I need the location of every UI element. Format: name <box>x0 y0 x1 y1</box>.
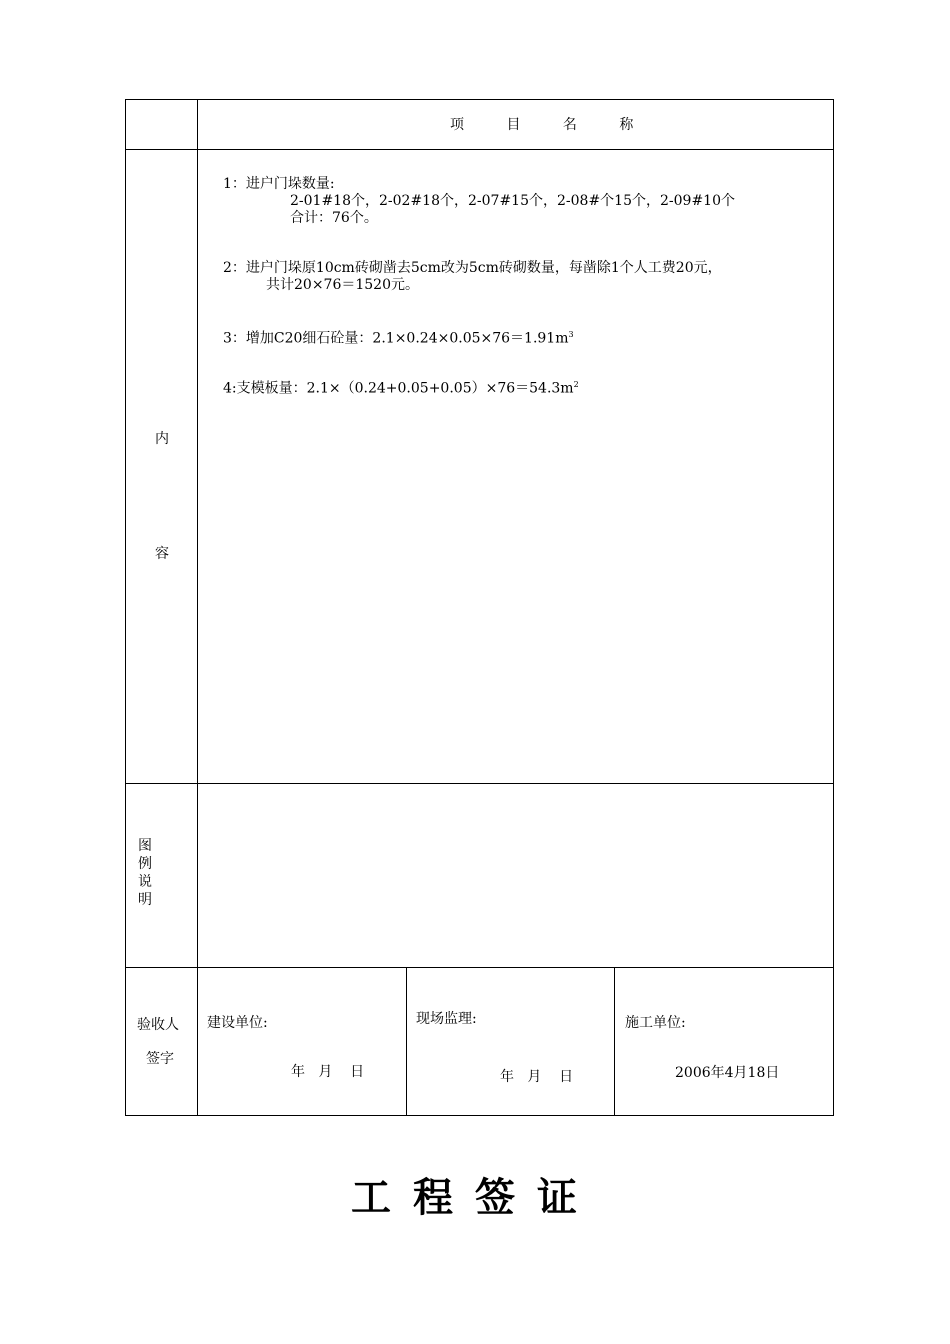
owner-unit-label: 建设单位: <box>207 1015 268 1031</box>
contractor-date: 2006年4月18日 <box>675 1065 780 1081</box>
acceptance-label-line-2: 签字 <box>146 1051 174 1067</box>
item-2-line-1: 2：进户门垛原10cm砖砌凿去5cm改为5cm砖砌数量，每凿除1个人工费20元， <box>223 260 722 276</box>
column-divider-label <box>197 99 198 1116</box>
supervisor-label: 现场监理: <box>416 1011 477 1027</box>
item-1-total: 合计：76个。 <box>290 210 378 226</box>
content-side-label-2: 容 <box>155 546 169 562</box>
legend-label: 图例说明 <box>138 838 152 908</box>
row-divider-header <box>125 149 834 150</box>
table-border <box>125 99 834 1116</box>
contractor-label: 施工单位: <box>625 1015 686 1031</box>
column-divider-sign-1 <box>406 967 407 1116</box>
item-4-superscript: 2 <box>573 380 579 389</box>
owner-unit-date: 年 月 日 <box>291 1064 365 1080</box>
item-4 <box>223 377 579 397</box>
content-side-label-1: 内 <box>155 431 169 447</box>
document-title: 工程签证 <box>351 1175 599 1221</box>
item-1-title: 1：进户门垛数量: <box>223 176 335 192</box>
acceptance-label-line-1: 验收人 <box>137 1017 179 1033</box>
item-2-line-2: 共计20×76＝1520元。 <box>266 277 419 293</box>
item-4-text: 4:支模板量：2.1×（0.24+0.05+0.05）×76＝54.3m <box>223 380 574 397</box>
item-3-text: 3：增加C20细石砼量：2.1×0.24×0.05×76＝1.91m <box>223 330 569 347</box>
row-divider-content <box>125 783 834 784</box>
supervisor-date: 年 月 日 <box>500 1069 574 1085</box>
item-3-superscript: 3 <box>568 330 574 339</box>
row-divider-legend <box>125 967 834 968</box>
column-divider-sign-2 <box>614 967 615 1116</box>
project-name-label: 项 目 名 称 <box>450 117 653 133</box>
item-1-detail: 2-01#18个，2-02#18个，2-07#15个，2-08#个15个，2-09#10个 <box>290 193 735 209</box>
item-3 <box>223 327 574 347</box>
